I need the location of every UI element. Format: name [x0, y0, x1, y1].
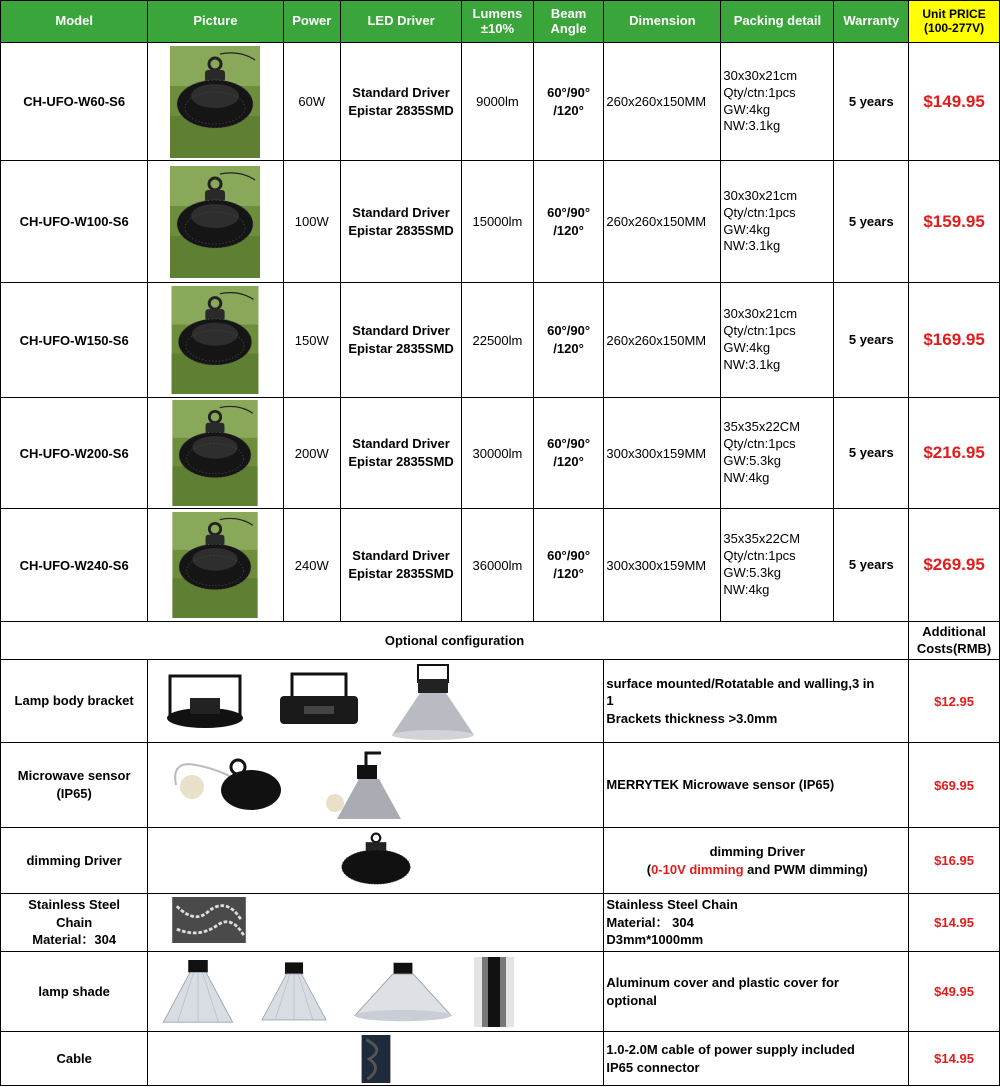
bracket-image	[160, 666, 250, 736]
product-row	[1, 43, 1000, 161]
power-value: 200W	[283, 398, 341, 509]
product-row	[1, 509, 1000, 622]
unit-price: $269.95	[909, 509, 1000, 622]
option-label: Cable	[1, 1032, 148, 1086]
header-beam: Beam Angle	[533, 1, 604, 43]
beam-value: 60°/90° /120°	[533, 283, 604, 398]
packing-value: 30x30x21cm Qty/ctn:1pcs GW:4kg NW:3.1kg	[721, 43, 834, 161]
lumens-value: 36000lm	[462, 509, 534, 622]
shade-image	[257, 958, 331, 1026]
bracket-image	[388, 661, 478, 741]
option-label: Lamp body bracket	[1, 660, 148, 743]
model-name: CH-UFO-W240-S6	[1, 509, 148, 622]
bracket-image	[274, 666, 364, 736]
option-description: surface mounted/Rotatable and walling,3 in 1 Brackets thickness >3.0mm	[604, 660, 909, 743]
shade-image	[351, 959, 455, 1025]
sensor-image	[166, 745, 286, 825]
dimension-value: 300x300x159MM	[604, 398, 721, 509]
option-row	[1, 743, 1000, 828]
option-label: Stainless Steel Chain Material：304	[1, 894, 148, 952]
power-value: 100W	[283, 161, 341, 283]
lumens-value: 30000lm	[462, 398, 534, 509]
warranty-value: 5 years	[834, 161, 909, 283]
option-row	[1, 1032, 1000, 1086]
beam-value: 60°/90° /120°	[533, 43, 604, 161]
packing-value: 30x30x21cm Qty/ctn:1pcs GW:4kg NW:3.1kg	[721, 161, 834, 283]
sensor-image	[321, 745, 411, 825]
header-power: Power	[283, 1, 341, 43]
header-lumens: Lumens ±10%	[462, 1, 534, 43]
shade-image	[474, 957, 514, 1027]
dimension-value: 260x260x150MM	[604, 43, 721, 161]
driver-image	[336, 831, 416, 891]
unit-price: $169.95	[909, 283, 1000, 398]
option-description: dimming Driver (0-10V dimming and PWM dimming)	[604, 828, 909, 894]
unit-price: $149.95	[909, 43, 1000, 161]
beam-value: 60°/90° /120°	[533, 161, 604, 283]
product-row	[1, 398, 1000, 509]
unit-price: $159.95	[909, 161, 1000, 283]
header-model: Model	[1, 1, 148, 43]
model-name: CH-UFO-W60-S6	[1, 43, 148, 161]
option-cost: $14.95	[909, 1032, 1000, 1086]
option-label: Microwave sensor (IP65)	[1, 743, 148, 828]
option-cost: $16.95	[909, 828, 1000, 894]
power-value: 60W	[283, 43, 341, 161]
product-row	[1, 161, 1000, 283]
driver-value: Standard Driver Epistar 2835SMD	[341, 283, 462, 398]
header-dimension: Dimension	[604, 1, 721, 43]
model-name: CH-UFO-W200-S6	[1, 398, 148, 509]
model-name: CH-UFO-W150-S6	[1, 283, 148, 398]
unit-price: $216.95	[909, 398, 1000, 509]
option-row	[1, 952, 1000, 1032]
option-description: Aluminum cover and plastic cover for optional	[604, 952, 909, 1032]
optional-header-row	[1, 622, 1000, 660]
header-picture: Picture	[148, 1, 283, 43]
product-row	[1, 283, 1000, 398]
option-images	[148, 660, 604, 743]
power-value: 240W	[283, 509, 341, 622]
option-images	[148, 952, 604, 1032]
warranty-value: 5 years	[834, 509, 909, 622]
lumens-value: 15000lm	[462, 161, 534, 283]
product-photo	[148, 161, 283, 283]
packing-value: 35x35x22CM Qty/ctn:1pcs GW:5.3kg NW:4kg	[721, 509, 834, 622]
header-packing: Packing detail	[721, 1, 834, 43]
product-photo	[148, 283, 283, 398]
dimension-value: 260x260x150MM	[604, 161, 721, 283]
option-cost: $12.95	[909, 660, 1000, 743]
driver-value: Standard Driver Epistar 2835SMD	[341, 398, 462, 509]
option-images	[148, 743, 604, 828]
driver-value: Standard Driver Epistar 2835SMD	[341, 509, 462, 622]
optional-title: Optional configuration	[1, 622, 909, 660]
shade-image	[158, 956, 238, 1028]
lumens-value: 9000lm	[462, 43, 534, 161]
beam-value: 60°/90° /120°	[533, 398, 604, 509]
warranty-value: 5 years	[834, 283, 909, 398]
option-cost: $69.95	[909, 743, 1000, 828]
option-row	[1, 894, 1000, 952]
option-description: Stainless Steel Chain Material： 304 D3mm*1000mm	[604, 894, 909, 952]
dimension-value: 300x300x159MM	[604, 509, 721, 622]
chain-image	[172, 897, 246, 943]
option-label: dimming Driver	[1, 828, 148, 894]
packing-value: 30x30x21cm Qty/ctn:1pcs GW:4kg NW:3.1kg	[721, 283, 834, 398]
packing-value: 35x35x22CM Qty/ctn:1pcs GW:5.3kg NW:4kg	[721, 398, 834, 509]
product-photo	[148, 509, 283, 622]
dimming-highlight: 0-10V dimming	[651, 861, 744, 877]
warranty-value: 5 years	[834, 43, 909, 161]
beam-value: 60°/90° /120°	[533, 509, 604, 622]
driver-value: Standard Driver Epistar 2835SMD	[341, 43, 462, 161]
product-photo	[148, 398, 283, 509]
option-images	[148, 1032, 604, 1086]
power-value: 150W	[283, 283, 341, 398]
option-label: lamp shade	[1, 952, 148, 1032]
model-name: CH-UFO-W100-S6	[1, 161, 148, 283]
additional-cost-header: Additional Costs(RMB)	[909, 622, 1000, 660]
option-row	[1, 828, 1000, 894]
option-description: 1.0-2.0M cable of power supply included IP65 connector	[604, 1032, 909, 1086]
option-images	[148, 894, 604, 952]
option-cost: $14.95	[909, 894, 1000, 952]
header-price: Unit PRICE (100-277V)	[909, 1, 1000, 43]
warranty-value: 5 years	[834, 398, 909, 509]
option-images	[148, 828, 604, 894]
header-warranty: Warranty	[834, 1, 909, 43]
header-driver: LED Driver	[341, 1, 462, 43]
product-photo	[148, 43, 283, 161]
option-cost: $49.95	[909, 952, 1000, 1032]
option-description: MERRYTEK Microwave sensor (IP65)	[604, 743, 909, 828]
header-row	[1, 1, 1000, 43]
cable-image	[361, 1035, 391, 1083]
lumens-value: 22500lm	[462, 283, 534, 398]
option-row	[1, 660, 1000, 743]
driver-value: Standard Driver Epistar 2835SMD	[341, 161, 462, 283]
dimension-value: 260x260x150MM	[604, 283, 721, 398]
